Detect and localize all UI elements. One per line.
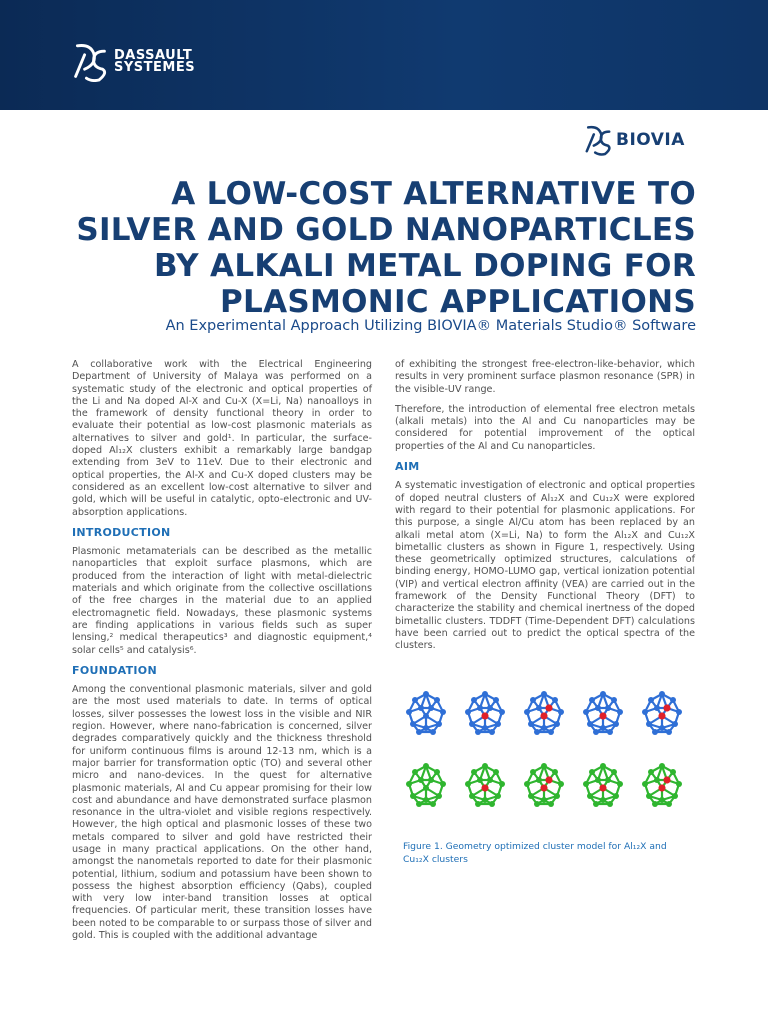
host-atom (499, 709, 505, 715)
host-atom (493, 697, 499, 703)
host-atom (430, 801, 436, 807)
dopant-atom (663, 776, 670, 783)
host-atom (536, 777, 542, 783)
introduction-text: Plasmonic metamaterials can be described as the metallic nanoparticles that exploit surface plasmons, which are produced from the interaction of light with metal-dielectric materials and which originate from the collective oscillations of the free charges in the material due to an applied electromagnetic field. Nowadays, these plasmonic systems are finding applications in various fields such as super lensing,² medical therapeutics³ and diagnostic equipment,⁴ solar cells⁵ and catalysis⁶. (72, 546, 372, 656)
ds-wordmark (114, 50, 195, 74)
host-atom (587, 721, 593, 727)
host-atom (646, 793, 652, 799)
host-atom (465, 709, 471, 715)
host-atom (487, 777, 493, 783)
host-atom (412, 769, 418, 775)
host-atom (558, 709, 564, 715)
host-atom (477, 705, 483, 711)
host-atom (534, 801, 540, 807)
host-atom (666, 729, 672, 735)
cluster-model-2-3 (519, 760, 569, 810)
host-atom (554, 721, 560, 727)
host-atom (659, 725, 665, 731)
host-atom (583, 781, 589, 787)
title-line-2: SILVER AND GOLD NANOPARTICLES (76, 212, 696, 248)
host-atom (489, 801, 495, 807)
host-atom (410, 793, 416, 799)
cluster-model-2-2 (460, 760, 510, 810)
host-atom (548, 729, 554, 735)
host-atom (499, 781, 505, 787)
host-atom (430, 729, 436, 735)
host-atom (423, 785, 429, 791)
ds-line-2: SYSTEMES (114, 60, 196, 75)
host-atom (676, 781, 682, 787)
dopant-atom (481, 784, 488, 791)
cluster-model-2-4 (578, 760, 628, 810)
host-atom (659, 797, 665, 803)
aim-heading: AIM (395, 460, 420, 474)
introduction-heading: INTRODUCTION (72, 525, 171, 539)
host-atom (617, 709, 623, 715)
host-atom (530, 697, 536, 703)
biovia-ds-icon (584, 124, 612, 156)
right-column (395, 359, 695, 661)
host-atom (611, 697, 617, 703)
continuation-paragraph: of exhibiting the strongest free-electron-like-behavior, which results in very prominent surface plasmon resonance (SPR) in the visible-UV range. (395, 359, 695, 395)
host-atom (493, 769, 499, 775)
host-atom (418, 705, 424, 711)
host-atom (670, 769, 676, 775)
dopant-atom (658, 712, 665, 719)
host-atom (607, 729, 613, 735)
host-atom (534, 729, 540, 735)
dopant-atom (540, 712, 547, 719)
host-atom (471, 697, 477, 703)
host-atom (659, 691, 665, 697)
host-atom (600, 725, 606, 731)
host-atom (416, 801, 422, 807)
host-atom (600, 763, 606, 769)
host-atom (600, 797, 606, 803)
host-atom (410, 721, 416, 727)
host-atom (469, 721, 475, 727)
host-atom (605, 705, 611, 711)
therefore-paragraph: Therefore, the introduction of elemental free electron metals (alkali metals) into the Al and Cu nanoparticles may be considered for potential improvement of the optical properties of the Al and Cu nanoparticles. (395, 403, 695, 452)
foundation-heading: FOUNDATION (72, 663, 157, 677)
host-atom (607, 801, 613, 807)
left-column (72, 359, 372, 950)
host-atom (541, 763, 547, 769)
host-atom (552, 769, 558, 775)
cluster-model-1-1 (401, 688, 451, 738)
host-atom (434, 697, 440, 703)
host-atom (652, 729, 658, 735)
host-atom (536, 705, 542, 711)
host-atom (440, 709, 446, 715)
host-atom (524, 781, 530, 787)
host-atom (482, 725, 488, 731)
host-atom (642, 781, 648, 787)
host-atom (541, 725, 547, 731)
host-atom (605, 777, 611, 783)
dopant-atom (545, 704, 552, 711)
biovia-wordmark: BIOVIA (616, 130, 685, 150)
host-atom (423, 691, 429, 697)
header-band (0, 0, 768, 110)
host-atom (670, 697, 676, 703)
host-atom (495, 793, 501, 799)
host-atom (465, 781, 471, 787)
dopant-atom (540, 784, 547, 791)
host-atom (659, 763, 665, 769)
host-atom (528, 793, 534, 799)
host-atom (469, 793, 475, 799)
host-atom (528, 721, 534, 727)
host-atom (416, 729, 422, 735)
dopant-atom (545, 776, 552, 783)
host-atom (652, 801, 658, 807)
dopant-atom (663, 704, 670, 711)
host-atom (676, 709, 682, 715)
cluster-model-2-5 (637, 760, 687, 810)
intro-paragraph: A collaborative work with the Electrical Engineering Department of University of Malaya was performed on a systematic study of the electronic and optical properties of the Li and Na doped Al-X and Cu-X (X=Li, Na) nanoalloys in the framework of density functional theory in order to evaluate their potential as low-cost plasmonic materials as alternatives to silver and gold¹. In particular, the surface-doped Al₁₂X clusters exhibit a remarkably large bandgap extending from 3eV to 11eV. Due to their electronic and optical properties, the Al-X and Cu-X doped clusters may be considered as an excellent low-cost alternative to silver and gold, which will be useful in catalytic, opto-electronic and UV-absorption applications. (72, 359, 372, 518)
dopant-atom (599, 784, 606, 791)
host-atom (558, 781, 564, 787)
host-atom (672, 793, 678, 799)
title-line-4: PLASMONIC APPLICATIONS (220, 284, 696, 320)
host-atom (436, 793, 442, 799)
host-atom (428, 777, 434, 783)
host-atom (611, 769, 617, 775)
host-atom (600, 691, 606, 697)
host-atom (487, 705, 493, 711)
document-subtitle: An Experimental Approach Utilizing BIOVIA® Materials Studio® Software (165, 318, 696, 334)
host-atom (482, 797, 488, 803)
host-atom (406, 709, 412, 715)
host-atom (436, 721, 442, 727)
host-atom (423, 763, 429, 769)
host-atom (617, 781, 623, 787)
host-atom (423, 797, 429, 803)
host-atom (471, 769, 477, 775)
host-atom (672, 721, 678, 727)
host-atom (646, 721, 652, 727)
host-atom (595, 705, 601, 711)
host-atom (530, 769, 536, 775)
host-atom (440, 781, 446, 787)
host-atom (666, 801, 672, 807)
host-atom (418, 777, 424, 783)
cluster-model-1-2 (460, 688, 510, 738)
host-atom (613, 721, 619, 727)
host-atom (423, 713, 429, 719)
host-atom (423, 725, 429, 731)
dopant-atom (658, 784, 665, 791)
host-atom (593, 729, 599, 735)
host-atom (648, 769, 654, 775)
host-atom (593, 801, 599, 807)
cluster-model-1-3 (519, 688, 569, 738)
foundation-text: Among the conventional plasmonic materials, silver and gold are the most used materials to date. In terms of optical losses, silver possesses the lowest loss in the visible and NIR region. However, where nano-fabrication is concerned, silver degrades comparatively quickly and the thickness threshold for uniform continuous films is around 12-13 nm, which is a major barrier for transformation optic (TO) and several other micro and nano-devices. In the quest for alternative plasmonic materials, Al and Cu appear promising for their low cost and abundance and have demonstrated surface plasmon resonance in the ultra-violet and visible regions respectively. However, the high optical and plasmonic losses of these two metals compared to silver and gold have restricted their usage in many practical applications. On the other hand, amongst the nanometals reported to date for their plasmonic potential, lithium, sodium and potassium have been shown to possess the highest absorption efficiency (Qabs), coupled with very low inter-band transition losses at optical frequencies. Of particular merit, these transition losses have been noted to be comparable to or surpass those of silver and gold. This is coupled with the additional advantage (72, 684, 372, 942)
host-atom (477, 777, 483, 783)
host-atom (589, 769, 595, 775)
host-atom (482, 763, 488, 769)
host-atom (475, 801, 481, 807)
host-atom (475, 729, 481, 735)
biovia-logo (584, 124, 685, 156)
title-line-1: A LOW-COST ALTERNATIVE TO (171, 176, 696, 212)
host-atom (642, 709, 648, 715)
host-atom (552, 697, 558, 703)
dopant-atom (599, 712, 606, 719)
host-atom (495, 721, 501, 727)
host-atom (434, 769, 440, 775)
host-atom (595, 777, 601, 783)
document-title (56, 176, 696, 320)
host-atom (554, 793, 560, 799)
host-atom (524, 709, 530, 715)
host-atom (541, 691, 547, 697)
host-atom (613, 793, 619, 799)
cluster-figure (395, 688, 695, 826)
cluster-model-1-5 (637, 688, 687, 738)
host-atom (583, 709, 589, 715)
host-atom (548, 801, 554, 807)
host-atom (489, 729, 495, 735)
dopant-atom (481, 712, 488, 719)
host-atom (587, 793, 593, 799)
figure-caption: Figure 1. Geometry optimized cluster model for Al₁₂X and Cu₁₂X clusters (403, 841, 667, 865)
host-atom (482, 691, 488, 697)
aim-text: A systematic investigation of electronic and optical properties of doped neutral clusters of Al₁₂X and Cu₁₂X were explored with regard to their potential for plasmonic applications. For this purpose, a single Al/Cu atom has been replaced by an alkali metal atom (X=Li, Na) to form the Al₁₂X and Cu₁₂X bimetallic clusters as shown in Figure 1, respectively. Using these geometrically optimized structures, calculations of binding energy, HOMO-LUMO gap, vertical ionization potential (VIP) and vertical electron affinity (VEA) are carried out in the framework of the Density Functional Theory (DFT) to characterize the stability and chemical inertness of the doped bimetallic clusters. TDDFT (Time-Dependent DFT) calculations have been carried out to predict the optical spectra of the clusters. (395, 480, 695, 652)
host-atom (541, 797, 547, 803)
host-atom (648, 697, 654, 703)
ds-logo-icon (72, 42, 108, 82)
cluster-model-2-1 (401, 760, 451, 810)
host-atom (589, 697, 595, 703)
host-atom (654, 705, 660, 711)
cluster-model-1-4 (578, 688, 628, 738)
host-atom (412, 697, 418, 703)
ds-line-1: DASSAULT (114, 48, 193, 63)
dassault-systemes-logo (72, 42, 195, 82)
host-atom (406, 781, 412, 787)
title-line-3: BY ALKALI METAL DOPING FOR (153, 248, 696, 284)
host-atom (654, 777, 660, 783)
host-atom (428, 705, 434, 711)
